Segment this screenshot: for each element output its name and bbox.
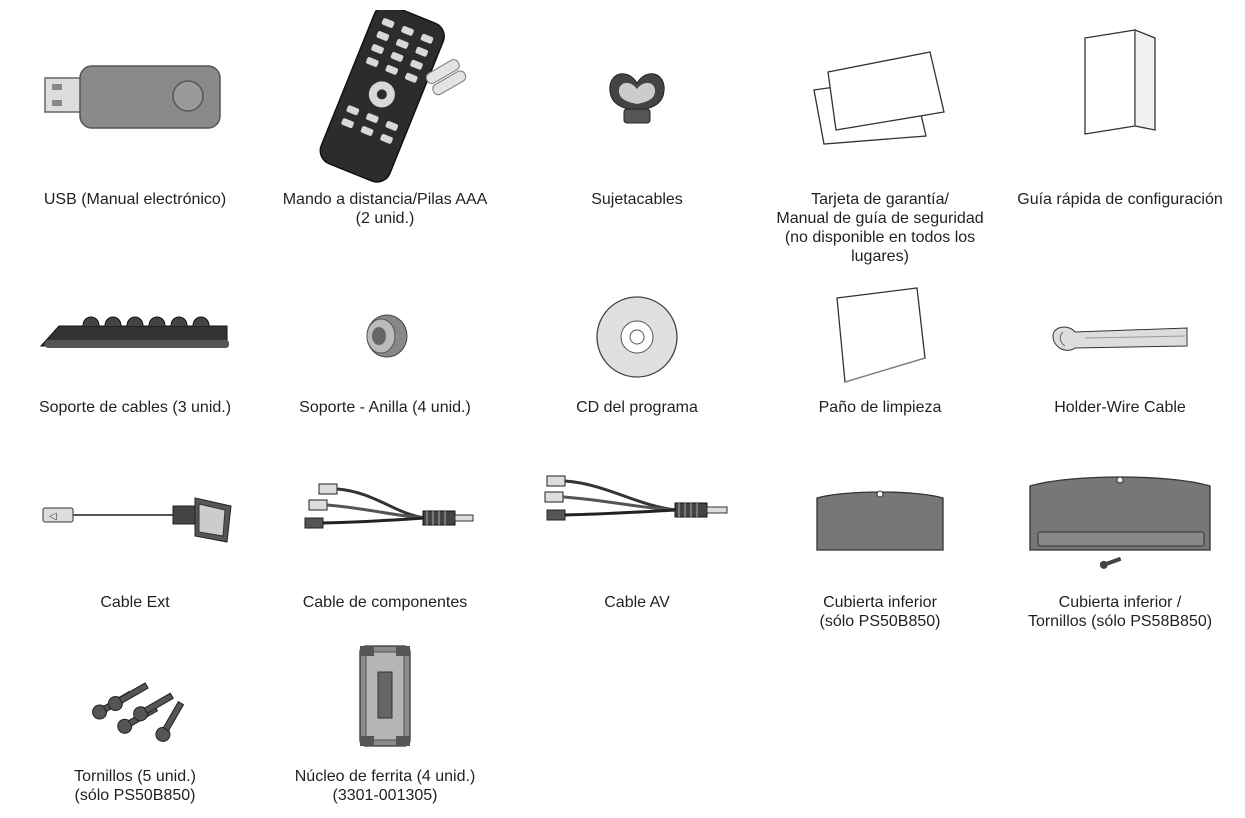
component-cable-icon [265,478,505,548]
caption-line: Paño de limpieza [818,399,942,416]
caption-line: Núcleo de ferrita (4 unid.) [294,768,476,785]
item-caption [517,398,757,417]
cable-holder-icon [15,310,255,355]
scart-cable-icon [15,484,255,554]
caption-line: Cable Ext [100,594,170,611]
item-caption [15,767,255,805]
ring-holder-icon [265,310,505,360]
wire-holder-icon [1000,318,1240,358]
bottom-cover-icon [760,484,1000,554]
item-caption [517,190,757,209]
caption-line: Tornillos (5 unid.) [74,768,196,785]
item-caption [265,767,505,805]
usb-stick-icon [15,60,255,140]
caption-line: (sólo PS50B850) [74,787,196,804]
caption-line: Holder-Wire Cable [1054,399,1186,416]
cd-disc-icon [517,292,757,382]
warranty-card-icon [760,40,1000,150]
remote-control-icon [265,10,505,185]
caption-line: Guía rápida de configuración [1017,191,1223,208]
caption-line: Tarjeta de garantía/ [811,191,949,208]
item-caption [15,593,255,612]
caption-line: Cubierta inferior / [1058,594,1182,611]
item-caption [760,190,1000,266]
item-caption [15,398,255,417]
item-caption [1000,190,1240,209]
caption-line: Mando a distancia/Pilas AAA [282,191,488,208]
item-caption [265,593,505,612]
item-caption [15,190,255,209]
caption-line: Soporte - Anilla (4 unid.) [299,399,471,416]
bottom-cover-with-screw-icon [1000,470,1240,570]
svg-text:◁: ◁ [49,511,57,522]
item-caption [517,593,757,612]
caption-line: Cubierta inferior [823,594,937,611]
caption-line: (sólo PS50B850) [819,613,941,630]
caption-line: Manual de guía de seguridad [776,210,984,227]
caption-line: CD del programa [576,399,698,416]
caption-line: Soporte de cables (3 unid.) [38,399,232,416]
booklet-icon [1000,28,1240,138]
item-caption [265,190,505,228]
caption-line: Cable AV [604,594,670,611]
item-caption [1000,593,1240,631]
caption-line: Tornillos (sólo PS58B850) [1027,613,1213,630]
av-cable-icon [517,470,757,540]
caption-line: USB (Manual electrónico) [43,191,227,208]
item-caption [760,593,1000,631]
ferrite-core-icon [265,640,505,750]
cleaning-cloth-icon [760,286,1000,386]
caption-line: lugares) [851,248,909,265]
item-caption [1000,398,1240,417]
caption-line: Sujetacables [591,191,683,208]
caption-line: Cable de componentes [302,594,468,611]
cable-tie-icon [517,65,757,135]
caption-line: (2 unid.) [355,210,415,227]
item-caption [265,398,505,417]
item-caption [760,398,1000,417]
caption-line: (3301-001305) [332,787,438,804]
caption-line: (no disponible en todos los [784,229,976,246]
screws-icon [15,676,255,746]
